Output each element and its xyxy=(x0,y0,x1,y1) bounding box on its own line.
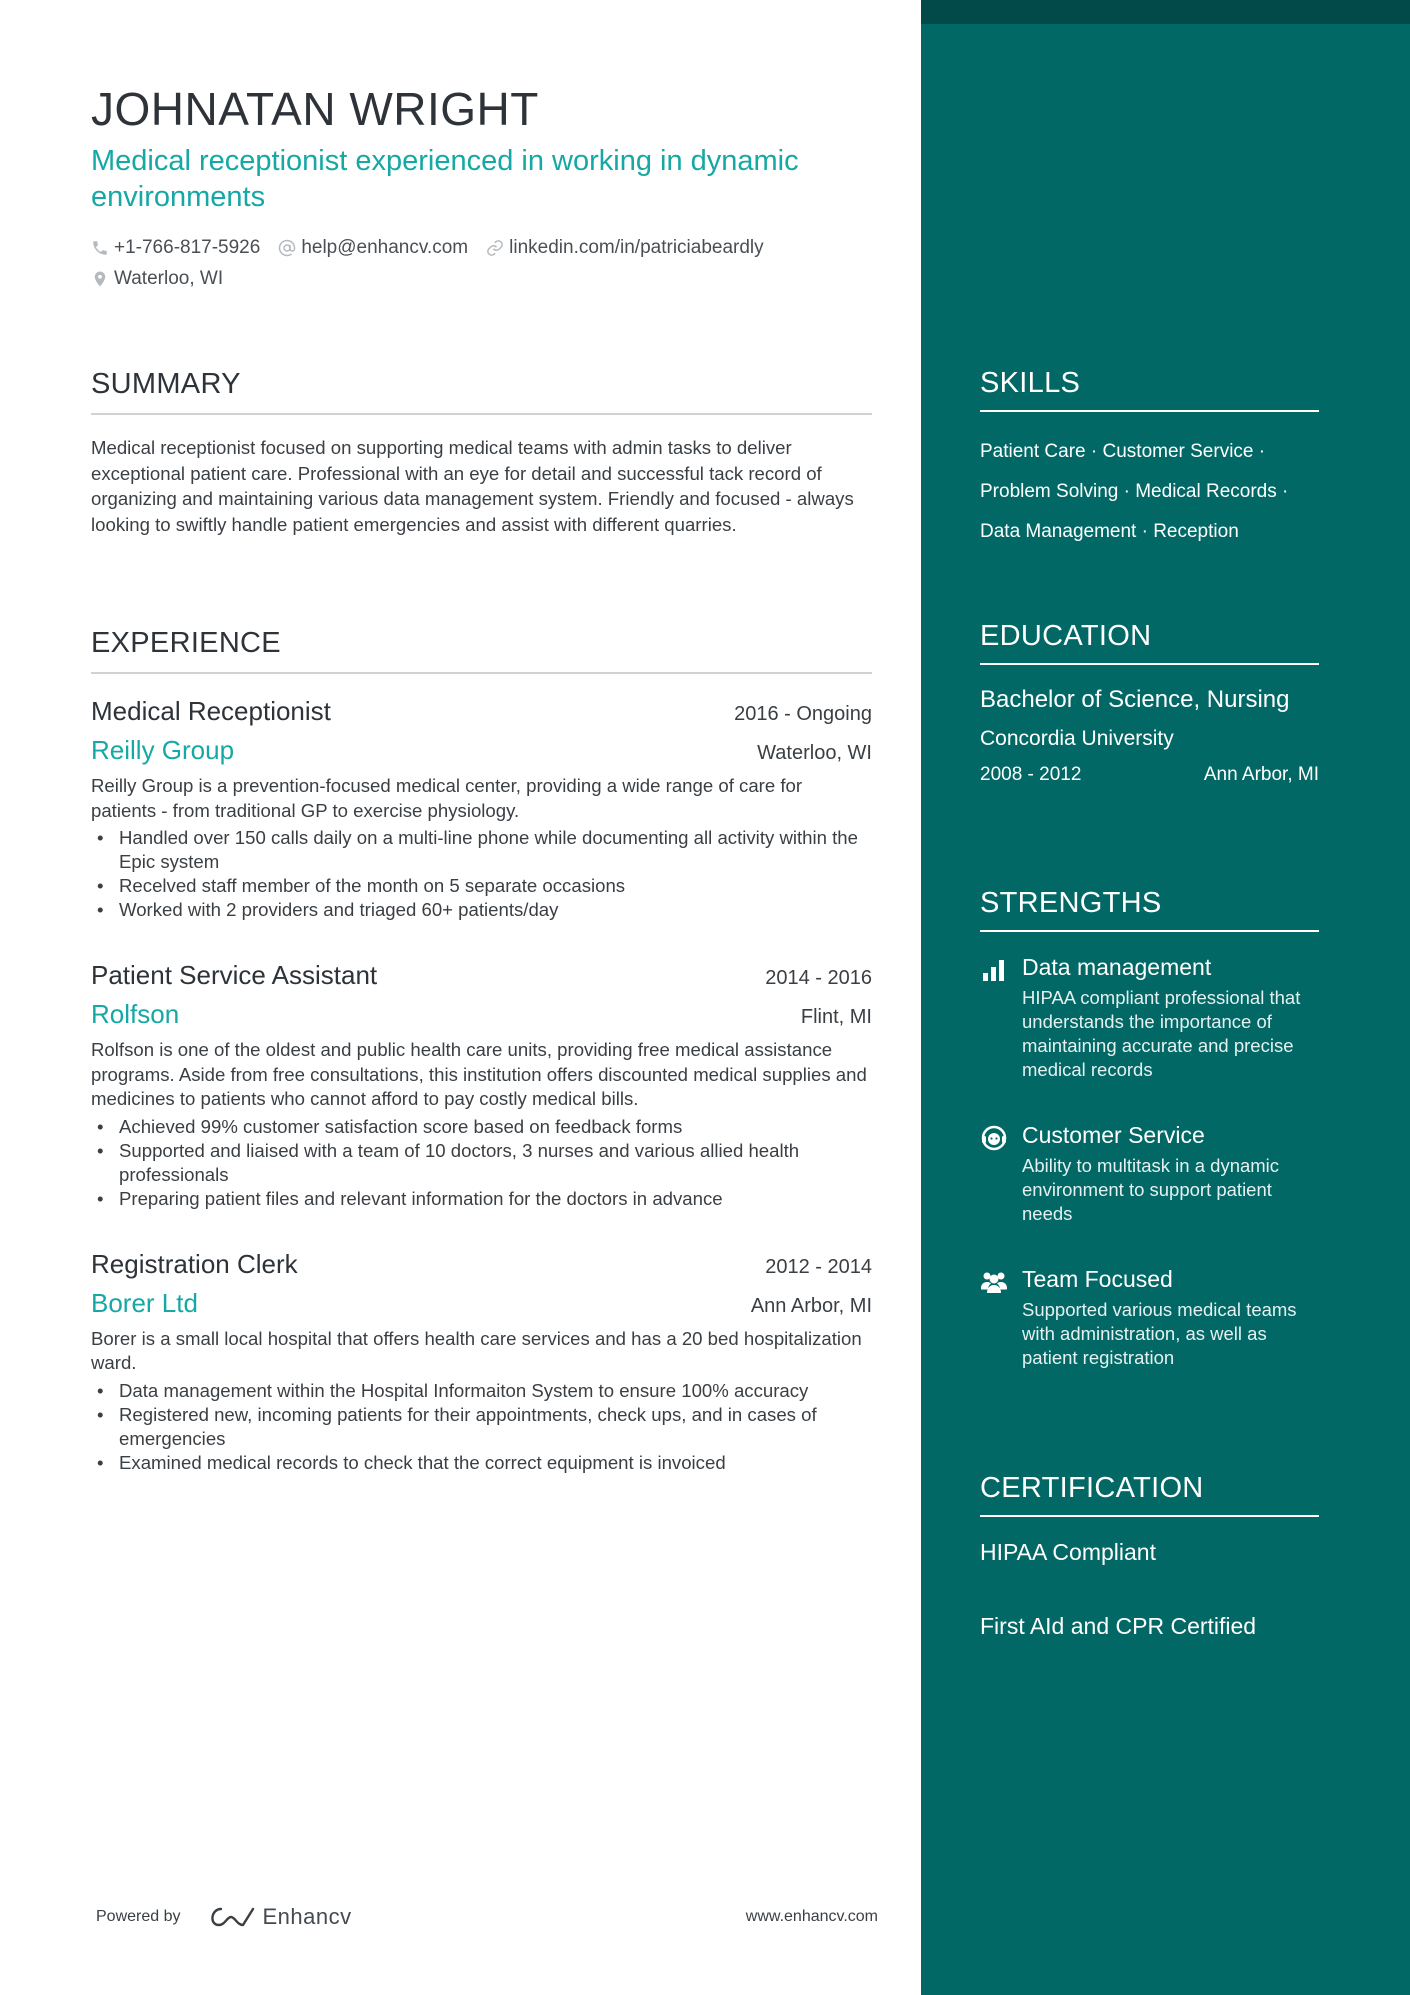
job-location: Flint, MI xyxy=(800,1006,872,1028)
job-entry xyxy=(91,1247,872,1475)
experience-title: EXPERIENCE xyxy=(91,626,872,674)
candidate-name: JOHNATAN WRIGHT xyxy=(91,83,539,135)
link-icon xyxy=(486,239,504,257)
job-bullet: • Recelved staff member of the month on 5 separate occasions xyxy=(91,874,872,898)
skills-line: Problem Solving · Medical Records · xyxy=(980,481,1289,503)
enhancv-logo-icon xyxy=(207,1905,255,1929)
job-description: Reilly Group is a prevention-focused medical center, providing a wide range of care for patients - from traditional GP to exercise physiology. xyxy=(91,775,803,821)
education-dates: 2008 - 2012 xyxy=(980,764,1082,786)
strength-item xyxy=(980,952,1319,1082)
contact-location xyxy=(91,268,223,290)
job-bullet: • Achieved 99% customer satisfaction score based on feedback forms xyxy=(91,1115,872,1139)
certification-item: First AId and CPR Certified xyxy=(980,1613,1257,1640)
summary-title: SUMMARY xyxy=(91,367,872,415)
job-bullet: • Data management within the Hospital Informaiton System to ensure 100% accuracy xyxy=(91,1379,872,1403)
job-dates: 2012 - 2014 xyxy=(765,1255,872,1278)
sidebar xyxy=(921,0,1410,1995)
powered-by-text: Powered by xyxy=(96,1908,181,1925)
job-bullets xyxy=(91,1115,872,1211)
job-description: Borer is a small local hospital that offers health care services and has a 20 bed hospitalization ward. xyxy=(91,1327,862,1373)
certification-item: HIPAA Compliant xyxy=(980,1539,1156,1566)
education-location: Ann Arbor, MI xyxy=(1203,764,1319,786)
job-entry xyxy=(91,694,872,922)
strengths-section xyxy=(980,887,1319,1370)
strength-item xyxy=(980,1120,1319,1226)
contact-phone[interactable] xyxy=(91,237,260,259)
strength-description: Supported various medical teams with administration, as well as patient registration xyxy=(1022,1299,1297,1369)
map-pin-icon xyxy=(91,270,109,288)
contact-row xyxy=(91,235,872,261)
job-bullet: • Worked with 2 providers and triaged 60+ patients/day xyxy=(91,898,872,922)
sidebar-top-bar xyxy=(921,0,1410,24)
job-title: Registration Clerk xyxy=(91,1248,298,1279)
experience-section xyxy=(91,626,872,1475)
job-dates: 2016 - Ongoing xyxy=(734,703,872,725)
education-degree: Bachelor of Science, Nursing xyxy=(980,686,1290,714)
certification-title: CERTIFICATION xyxy=(980,1472,1319,1517)
team-icon xyxy=(980,1268,1008,1296)
education-school: Concordia University xyxy=(980,727,1174,751)
email-text: help@enhancv.com xyxy=(301,237,469,258)
skills-line: Data Management · Reception xyxy=(980,521,1239,543)
skills-list xyxy=(980,432,1319,552)
summary-section xyxy=(91,367,872,537)
summary-text: Medical receptionist focused on supporting medical teams with admin tasks to deliver exceptional patient care. Professional with an eye for detail and successful tack record of organizing and maintaining various data management system. Friendly and focused - always looking to swiftly handle patient emergencies and assist with different quarries. xyxy=(91,437,854,535)
job-description: Rolfson is one of the oldest and public health care units, providing free medical assistance programs. Aside from free consultations, this institution offers discounted medical supplies and medicines to patients who cannot afford to pay costly medical bills. xyxy=(91,1039,867,1109)
phone-icon xyxy=(91,239,109,257)
phone-text: +1-766-817-5926 xyxy=(114,237,261,258)
bar-chart-icon xyxy=(980,956,1008,984)
strength-item xyxy=(980,1264,1319,1370)
linkedin-text: linkedin.com/in/patriciabeardly xyxy=(509,237,764,258)
enhancv-logo[interactable] xyxy=(207,1904,352,1930)
job-bullet: • Handled over 150 calls daily on a multi-line phone while documenting all activity within the Epic system xyxy=(91,826,872,874)
skills-section xyxy=(980,367,1319,552)
education-title: EDUCATION xyxy=(980,620,1319,665)
headset-icon xyxy=(980,1124,1008,1152)
job-location: Ann Arbor, MI xyxy=(750,1294,872,1317)
job-company: Rolfson xyxy=(91,999,180,1029)
job-location: Waterloo, WI xyxy=(757,742,872,764)
strength-title: Data management xyxy=(1022,954,1212,981)
contact-linkedin[interactable] xyxy=(486,237,764,259)
strength-description: Ability to multitask in a dynamic environment to support patient needs xyxy=(1022,1155,1280,1225)
job-title: Patient Service Assistant xyxy=(91,960,378,990)
job-bullet: • Examined medical records to check that the correct equipment is invoiced xyxy=(91,1451,872,1475)
footer xyxy=(96,1902,878,1932)
job-bullet: • Preparing patient files and relevant information for the doctors in advance xyxy=(91,1187,872,1211)
contact-info xyxy=(91,235,872,297)
strength-title: Customer Service xyxy=(1022,1122,1205,1149)
candidate-tagline: Medical receptionist experienced in working in dynamic environments xyxy=(91,145,799,213)
job-bullet: • Supported and liaised with a team of 10 doctors, 3 nurses and various allied health professionals xyxy=(91,1139,872,1187)
skills-title: SKILLS xyxy=(980,367,1319,412)
strengths-title: STRENGTHS xyxy=(980,887,1319,932)
footer-url[interactable]: www.enhancv.com xyxy=(745,1908,878,1925)
location-text: Waterloo, WI xyxy=(114,268,224,289)
job-bullets xyxy=(91,1379,872,1475)
contact-row xyxy=(91,266,872,292)
brand-name: Enhancv xyxy=(262,1904,352,1929)
certification-section xyxy=(980,1472,1319,1641)
job-company: Borer Ltd xyxy=(91,1287,198,1318)
skills-line: Patient Care · Customer Service · xyxy=(980,441,1266,463)
job-title: Medical Receptionist xyxy=(91,696,331,726)
strength-title: Team Focused xyxy=(1022,1266,1173,1293)
job-bullets xyxy=(91,826,872,922)
job-company: Reilly Group xyxy=(91,735,235,765)
education-section xyxy=(980,620,1319,787)
contact-email[interactable] xyxy=(278,237,468,259)
job-bullet: • Registered new, incoming patients for their appointments, check ups, and in cases of emergencies xyxy=(91,1403,872,1451)
job-dates: 2014 - 2016 xyxy=(765,967,872,989)
job-entry xyxy=(91,958,872,1211)
at-sign-icon xyxy=(278,239,296,257)
strength-description: HIPAA compliant professional that understands the importance of maintaining accurate and precise medical records xyxy=(1022,987,1301,1081)
